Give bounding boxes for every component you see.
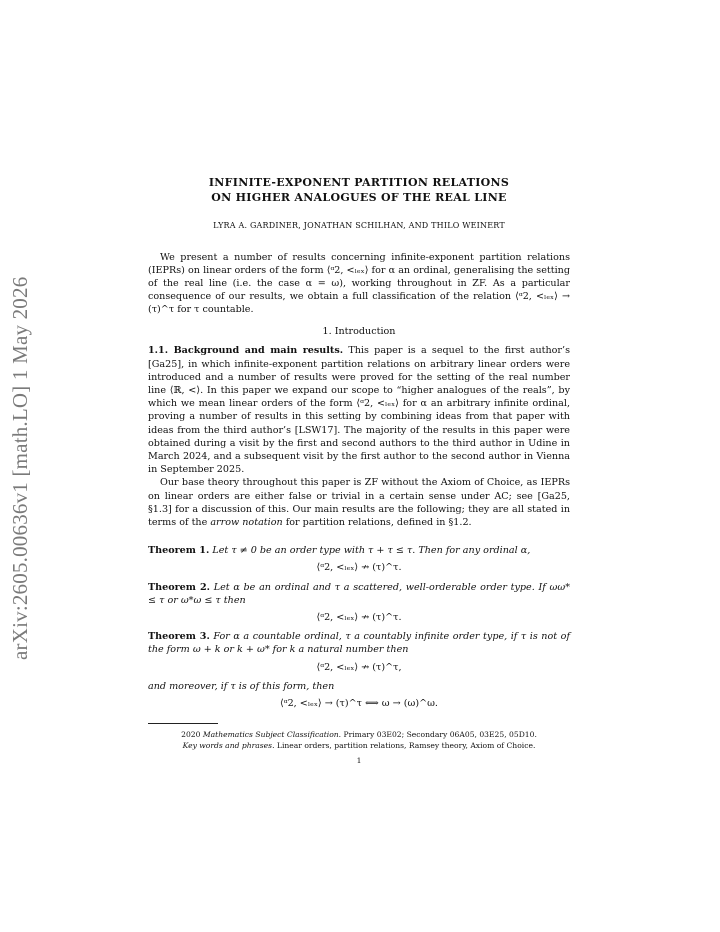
paragraph-2 <box>148 476 570 529</box>
title-line-2: ON HIGHER ANALOGUES OF THE REAL LINE <box>211 191 507 204</box>
msc-label: 2020 <box>181 730 203 740</box>
theorem-3 <box>148 630 570 710</box>
subsection-text: This paper is a sequel to the first author’s [Ga25], in which infinite-exponent partition relations on arbitrary linear orders were introduced and a number of results were proved for the setting of the real number line ⟨ℝ, <⟩. In this paper we expand our scope to “higher analogues of the reals”, by which we mean linear orders of the form ⟨ᵅ2, <ₗₑₓ⟩ for α an arbitrary infinite ordinal, proving a number of results in this setting by combining ideas from that paper with ideas from the third author’s [LSW17]. The majority of the results in this paper were obtained during a visit by the first and second authors to the third author in Udine in March 2024, and a subsequent visit by the first author to the second author in Vienna in September 2025. <box>148 345 570 476</box>
keywords-italic: Key words and phrases. <box>182 741 275 751</box>
arxiv-sidebar-stamp: arXiv:2605.00636v1 [math.LO] 1 May 2026 <box>8 276 32 660</box>
theorem-2-display: ⟨ᵅ2, <ₗₑₓ⟩ ↛ (τ)^τ. <box>316 612 402 624</box>
keywords-text: Linear orders, partition relations, Ramsey theory, Axiom of Choice. <box>274 741 536 751</box>
paragraph-2-tail: for partition relations, defined in §1.2. <box>282 517 472 529</box>
msc-text: Primary 03E02; Secondary 06A05, 03E25, 05D10. <box>341 730 537 740</box>
theorem-3-statement: For α a countable ordinal, τ a countably infinite order type, if τ is not of the form ω + k or k + ω* for k a natural number then <box>148 631 570 656</box>
theorem-1-statement: Let τ ≠ 0 be an order type with τ + τ ≤ τ. Then for any ordinal α, <box>212 545 531 557</box>
paragraph-2-text: Our base theory throughout this paper is ZF without the Axiom of Choice, as IEPRs on linear orders are either false or trivial in a certain sense under AC; see [Ga25, §1.3] for a discussion of this. Our main results are the following; they are all stated in terms of the <box>148 477 570 529</box>
page-number: 1 <box>356 755 362 765</box>
title-line-1: INFINITE-EXPONENT PARTITION RELATIONS <box>208 176 510 189</box>
theorem-3-display-2: ⟨ᵅ2, <ₗₑₓ⟩ → (τ)^τ ⟺ ω → (ω)^ω. <box>280 698 438 710</box>
paper-title <box>148 175 570 205</box>
paragraph-2-italic: arrow notation <box>210 517 283 529</box>
subsection-paragraph <box>148 344 570 476</box>
abstract: We present a number of results concerning infinite-exponent partition relations (IEPRs) on linear orders of the form ⟨ᵅ2, <ₗₑₓ⟩ for α an ordinal, generalising the setting of the real line (i.e. the case α = ω), working throughout in ZF. As a particular consequence of our results, we obtain a full classification of the relation ⟨ᵅ2, <ₗₑₓ⟩ → (τ)^τ for τ countable. <box>148 252 570 316</box>
footnotes <box>148 730 570 752</box>
theorem-3-continuation: and moreover, if τ is of this form, then <box>148 680 335 692</box>
theorem-2-statement: Let α be an ordinal and τ a scattered, well-orderable order type. If ωω* ≤ τ or ω*ω ≤ τ then <box>148 581 570 606</box>
msc-italic: Mathematics Subject Classification. <box>202 730 342 740</box>
theorem-1-label: Theorem 1. <box>148 545 210 557</box>
theorem-1 <box>148 544 570 574</box>
theorem-3-display: ⟨ᵅ2, <ₗₑₓ⟩ ↛ (τ)^τ, <box>316 661 402 673</box>
msc-footnote <box>148 730 570 741</box>
footnote-rule <box>148 723 218 724</box>
keywords-footnote <box>148 741 570 752</box>
theorem-2 <box>148 581 570 625</box>
subsection-heading: 1.1. Background and main results. <box>148 345 344 357</box>
theorem-2-label: Theorem 2. <box>148 581 210 593</box>
theorem-1-display: ⟨ᵅ2, <ₗₑₓ⟩ ↛ (τ)^τ. <box>316 562 402 574</box>
paper-page <box>148 175 570 767</box>
theorem-3-label: Theorem 3. <box>148 631 210 643</box>
section-heading: 1. Introduction <box>322 326 396 338</box>
author-list: LYRA A. GARDINER, JONATHAN SCHILHAN, AND THILO WEINERT <box>213 221 505 230</box>
